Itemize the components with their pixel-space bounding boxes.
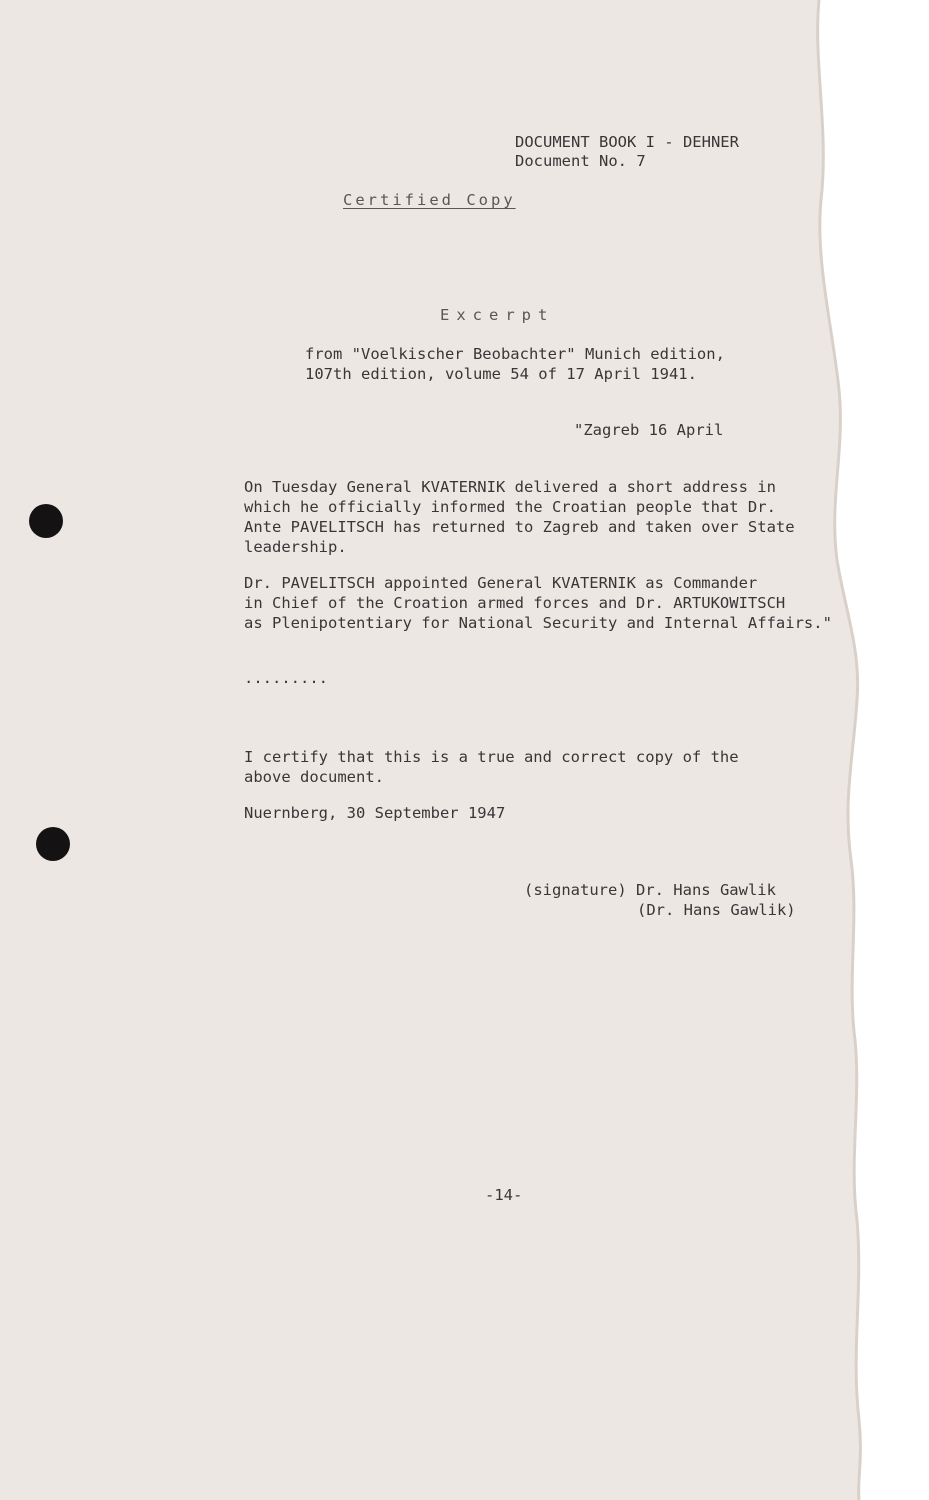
document-book-label: DOCUMENT BOOK I - DEHNER (515, 133, 739, 151)
signature-line-2: (Dr. Hans Gawlik) (637, 901, 796, 919)
document-number: Document No. 7 (515, 152, 646, 170)
torn-paper-edge (799, 0, 929, 1500)
punch-hole-bottom (36, 827, 70, 861)
signature-line-1: (signature) Dr. Hans Gawlik (524, 881, 776, 899)
paragraph1-line-4: leadership. (244, 538, 347, 556)
punch-hole-top (29, 504, 63, 538)
source-line-2: 107th edition, volume 54 of 17 April 1941. (305, 365, 697, 383)
dateline: "Zagreb 16 April (574, 421, 724, 439)
excerpt-title: Excerpt (440, 306, 555, 324)
paragraph1-line-2: which he officially informed the Croatian people that Dr. (244, 498, 776, 516)
place-and-date: Nuernberg, 30 September 1947 (244, 804, 506, 822)
paragraph2-line-3: as Plenipotentiary for National Security and Internal Affairs." (244, 614, 832, 632)
page-number: -14- (485, 1186, 523, 1204)
certified-copy-title: Certified Copy (343, 191, 516, 209)
paragraph1-line-1: On Tuesday General KVATERNIK delivered a short address in (244, 478, 776, 496)
certification-line-1: I certify that this is a true and correct copy of the (244, 748, 739, 766)
paragraph2-line-2: in Chief of the Croation armed forces and Dr. ARTUKOWITSCH (244, 594, 786, 612)
paragraph1-line-3: Ante PAVELITSCH has returned to Zagreb and taken over State (244, 518, 795, 536)
certification-line-2: above document. (244, 768, 384, 786)
ellipsis-separator: ......... (244, 669, 328, 687)
source-line-1: from "Voelkischer Beobachter" Munich edition, (305, 345, 725, 363)
paragraph2-line-1: Dr. PAVELITSCH appointed General KVATERNIK as Commander (244, 574, 758, 592)
